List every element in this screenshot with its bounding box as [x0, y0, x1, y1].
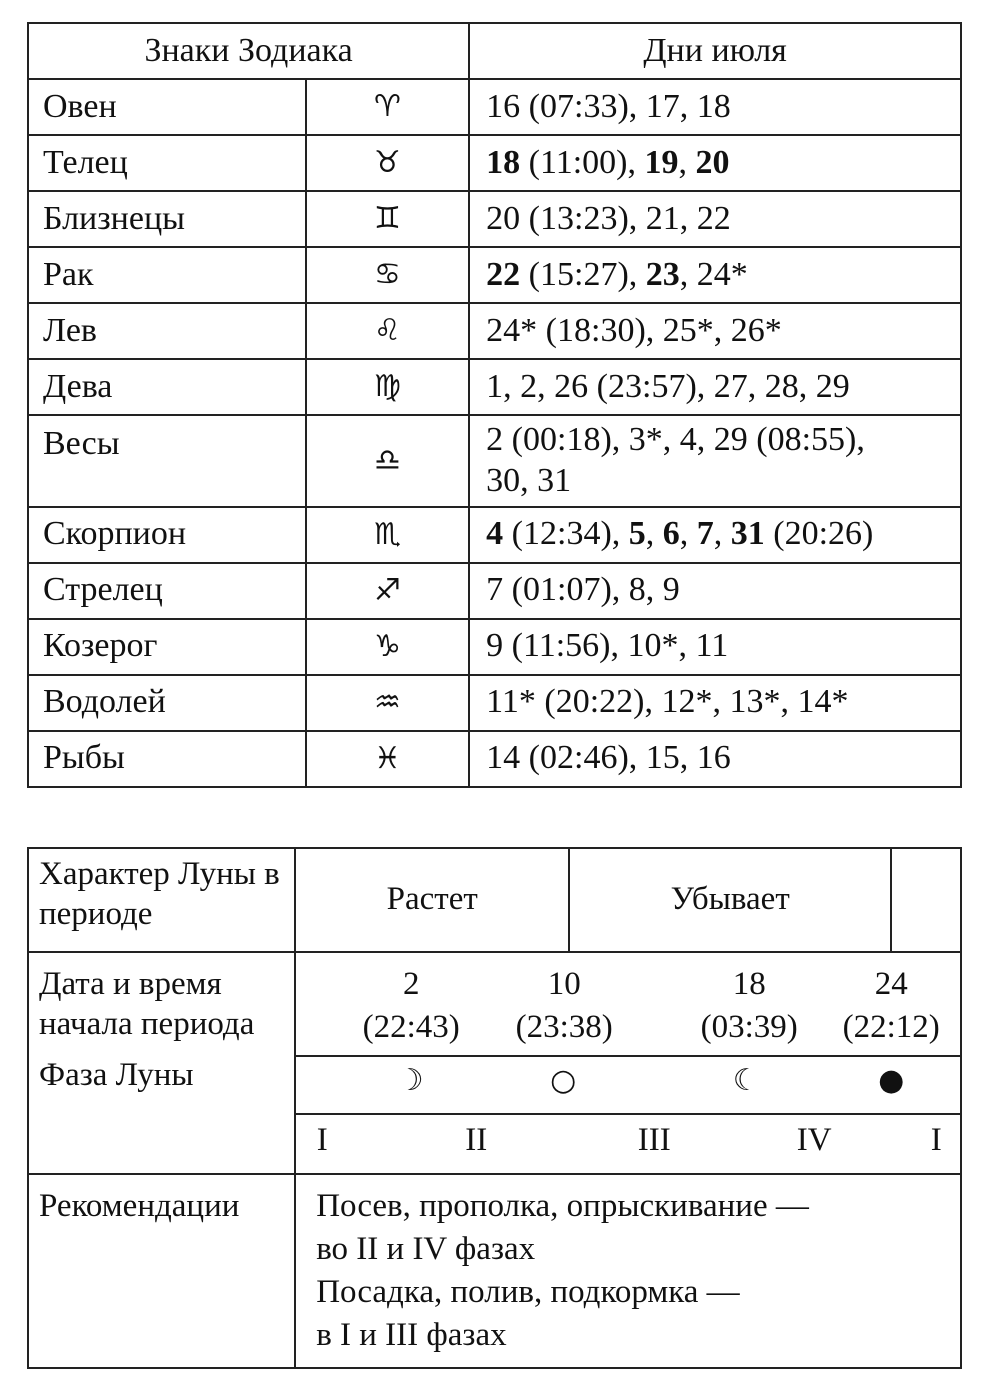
sign-symbol-icon: ♉︎	[306, 135, 470, 191]
phases-area	[296, 1057, 960, 1115]
zodiac-row	[28, 303, 961, 359]
sign-days: 2 (00:18), 3*, 4, 29 (08:55), 30, 31	[469, 415, 961, 507]
sign-name: Водолей	[28, 675, 306, 731]
phase-number-5: I	[930, 1122, 942, 1158]
sign-symbol-icon: ♌︎	[306, 303, 470, 359]
moon-table	[27, 847, 962, 1369]
waxing-crescent-icon: ☽	[396, 1063, 424, 1098]
sign-days: 11* (20:22), 12*, 13*, 14*	[469, 675, 961, 731]
sign-symbol-icon: ♓︎	[306, 731, 470, 787]
sign-name: Козерог	[28, 619, 306, 675]
sign-name: Овен	[28, 79, 306, 135]
sign-name: Телец	[28, 135, 306, 191]
sign-name: Весы	[28, 415, 306, 507]
sign-symbol-icon: ♋︎	[306, 247, 470, 303]
sign-name: Стрелец	[28, 563, 306, 619]
sign-name: Близнецы	[28, 191, 306, 247]
date-3: 18 (03:39)	[700, 966, 798, 1045]
phase-label: Фаза Луны	[39, 1057, 194, 1094]
phase-numbers-area	[296, 1115, 960, 1173]
sign-symbol-icon: ♈︎	[306, 79, 470, 135]
sign-days: 14 (02:46), 15, 16	[469, 731, 961, 787]
recommendations-text: Посев, прополка, опрыскивание — во II и IV фазах Посадка, полив, подкормка — в I и III фазах	[295, 1174, 961, 1368]
date-label: Дата и время начала периода	[39, 966, 255, 1042]
zodiac-table	[27, 22, 962, 788]
sign-symbol-icon: ♊︎	[306, 191, 470, 247]
zodiac-row	[28, 675, 961, 731]
sign-name: Скорпион	[28, 507, 306, 563]
sign-name: Рыбы	[28, 731, 306, 787]
sign-days: 7 (01:07), 8, 9	[469, 563, 961, 619]
moon-character-row	[28, 848, 961, 952]
zodiac-row	[28, 247, 961, 303]
sign-symbol-icon: ♒︎	[306, 675, 470, 731]
sign-days: 16 (07:33), 17, 18	[469, 79, 961, 135]
phase-number-3: III	[637, 1122, 671, 1158]
recommendations-label: Рекомендации	[28, 1174, 295, 1368]
zodiac-header-row	[28, 23, 961, 79]
waning-label: Убывает	[570, 849, 892, 951]
dates-area	[296, 953, 960, 1057]
moon-recommendations-row	[28, 1174, 961, 1368]
sign-days: 20 (13:23), 21, 22	[469, 191, 961, 247]
moon-date-phase-row	[28, 952, 961, 1174]
sign-symbol-icon: ♏︎	[306, 507, 470, 563]
zodiac-row	[28, 135, 961, 191]
sign-name: Лев	[28, 303, 306, 359]
date-4: 24 (22:12)	[842, 966, 940, 1045]
full-moon-icon: ○	[550, 1063, 577, 1098]
sign-name: Дева	[28, 359, 306, 415]
phase-number-2: II	[465, 1122, 488, 1158]
phase-number-4: IV	[796, 1122, 832, 1158]
header-signs: Знаки Зодиака	[28, 23, 469, 79]
new-moon-icon: ●	[878, 1063, 905, 1098]
sign-name: Рак	[28, 247, 306, 303]
date-2: 10 (23:38)	[515, 966, 613, 1045]
header-days: Дни июля	[469, 23, 961, 79]
sign-days: 9 (11:56), 10*, 11	[469, 619, 961, 675]
sign-days: 4 (12:34), 5, 6, 7, 31 (20:26)	[469, 507, 961, 563]
zodiac-row	[28, 731, 961, 787]
sign-days: 1, 2, 26 (23:57), 27, 28, 29	[469, 359, 961, 415]
sign-symbol-icon: ♐︎	[306, 563, 470, 619]
growing-label: Растет	[296, 849, 570, 951]
sign-symbol-icon: ♍︎	[306, 359, 470, 415]
sign-days: 24* (18:30), 25*, 26*	[469, 303, 961, 359]
zodiac-row	[28, 79, 961, 135]
sign-symbol-icon: ♎︎	[306, 415, 470, 507]
sign-days: 22 (15:27), 23, 24*	[469, 247, 961, 303]
sign-symbol-icon: ♑︎	[306, 619, 470, 675]
date-1: 2 (22:43)	[362, 966, 460, 1045]
zodiac-row	[28, 507, 961, 563]
waning-crescent-icon: ☾	[732, 1063, 760, 1098]
zodiac-row	[28, 191, 961, 247]
zodiac-row	[28, 563, 961, 619]
character-label: Характер Луны в периоде	[28, 848, 295, 952]
zodiac-row	[28, 359, 961, 415]
zodiac-row	[28, 415, 961, 507]
zodiac-row	[28, 619, 961, 675]
phase-number-1: I	[316, 1122, 328, 1158]
sign-days: 18 (11:00), 19, 20	[469, 135, 961, 191]
